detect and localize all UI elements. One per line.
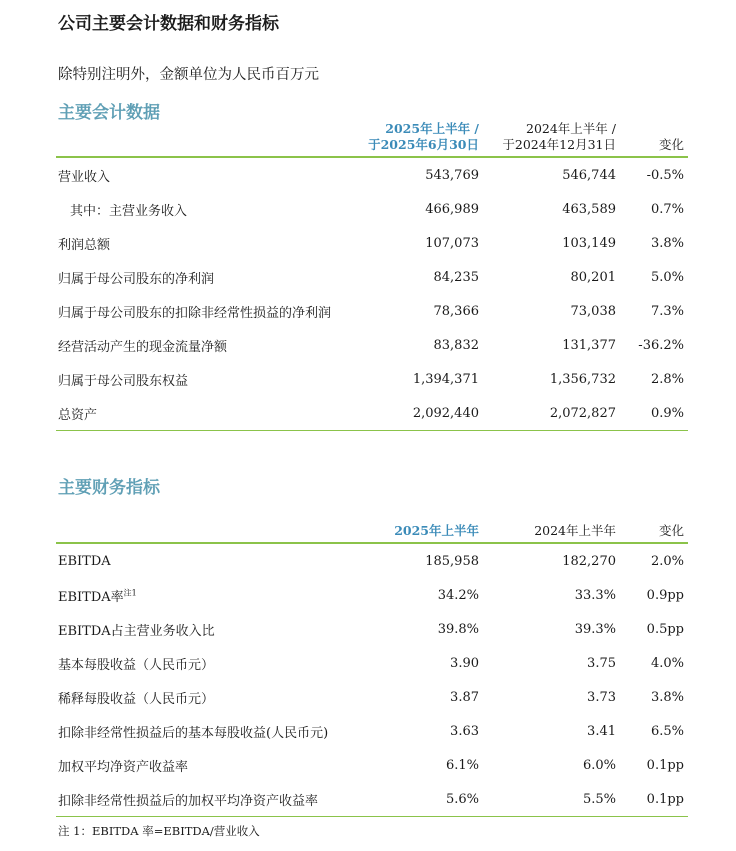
- value-2025: 466,989: [425, 201, 479, 217]
- row-label: EBITDA占主营业务收入比: [58, 623, 215, 639]
- value-2024: 1,356,732: [549, 371, 616, 387]
- page-title: 公司主要会计数据和财务指标: [58, 14, 279, 34]
- accounting-data-table: [56, 121, 688, 431]
- value-2024: 3.41: [587, 723, 616, 739]
- row-label: 营业收入: [58, 169, 111, 185]
- table-row: [56, 157, 688, 192]
- value-2025: 83,832: [433, 337, 479, 353]
- row-label: EBITDA率: [58, 589, 124, 605]
- value-2025: 34.2%: [437, 587, 479, 603]
- value-change: 3.8%: [650, 235, 684, 251]
- value-2025: 84,235: [433, 269, 479, 285]
- value-2025: 3.87: [450, 689, 479, 705]
- value-change: 3.8%: [650, 689, 684, 705]
- table-row: [56, 226, 688, 260]
- label-header: [56, 121, 361, 157]
- value-change: 5.0%: [650, 269, 684, 285]
- section-title-financial: 主要财务指标: [58, 478, 160, 498]
- table-row: [56, 578, 688, 612]
- table-row: [56, 782, 688, 817]
- row-label: 利润总额: [58, 237, 111, 253]
- value-2024: 3.73: [587, 689, 616, 705]
- unit-note: 除特别注明外，金额单位为人民币百万元: [58, 67, 319, 83]
- value-2024: 131,377: [562, 337, 616, 353]
- table-row: [56, 260, 688, 294]
- footnote: 注 1：EBITDA 率=EBITDA/营业收入: [58, 824, 260, 838]
- value-2024: 5.5%: [479, 782, 616, 817]
- table-row: [56, 714, 688, 748]
- row-label: 扣除非经常性损益后的基本每股收益(人民币元): [58, 725, 329, 741]
- header-2024-line1: 2024年上半年 /: [526, 121, 616, 136]
- header-2025: [361, 121, 479, 157]
- row-label: 归属于母公司股东的净利润: [58, 271, 215, 287]
- value-2024: 80,201: [570, 269, 616, 285]
- value-2024: 3.75: [587, 655, 616, 671]
- value-2024: 103,149: [562, 235, 616, 251]
- header-change: 变化: [616, 523, 688, 543]
- value-2024: 73,038: [570, 303, 616, 319]
- value-2025: 6.1%: [445, 757, 479, 773]
- value-2024: 182,270: [562, 553, 616, 569]
- value-2024: 546,744: [562, 167, 616, 183]
- financial-indicators-table: [56, 523, 688, 817]
- value-change: 2.0%: [650, 553, 684, 569]
- value-2025: 3.90: [450, 655, 479, 671]
- row-label: 其中：主营业务收入: [70, 203, 188, 219]
- row-label: 基本每股收益（人民币元）: [58, 657, 215, 673]
- value-change: -36.2%: [638, 337, 684, 353]
- value-2025: 2,092,440: [361, 396, 479, 431]
- value-change: 2.8%: [650, 371, 684, 387]
- row-label: 总资产: [56, 396, 361, 431]
- value-2025: 107,073: [425, 235, 479, 251]
- row-label: EBITDA: [58, 553, 111, 569]
- header-2025-line1: 2025年上半年 /: [385, 121, 479, 136]
- table-row: [56, 192, 688, 226]
- accounting-header-row: [56, 121, 688, 157]
- row-label: 归属于母公司股东权益: [58, 373, 189, 389]
- row-label: 加权平均净资产收益率: [58, 759, 189, 775]
- table-row: [56, 612, 688, 646]
- row-label: 归属于母公司股东的扣除非经常性损益的净利润: [58, 305, 332, 321]
- header-change: 变化: [616, 121, 688, 157]
- financial-header-row: [56, 523, 688, 543]
- value-2025: 78,366: [433, 303, 479, 319]
- header-2025: 2025年上半年: [361, 523, 479, 543]
- table-row: [56, 396, 688, 431]
- row-label: 经营活动产生的现金流量净额: [58, 339, 228, 355]
- table-row: [56, 294, 688, 328]
- row-label: 扣除非经常性损益后的加权平均净资产收益率: [56, 782, 361, 817]
- label-header: [56, 523, 361, 543]
- value-2025: 5.6%: [361, 782, 479, 817]
- header-2024: 2024年上半年: [479, 523, 616, 543]
- value-change: 4.0%: [650, 655, 684, 671]
- header-2025-line2: 于2025年6月30日: [368, 137, 479, 152]
- value-change: 0.5pp: [646, 621, 684, 637]
- table-row: [56, 646, 688, 680]
- row-label-cell: [56, 578, 361, 612]
- value-change: -0.5%: [646, 167, 684, 183]
- value-2025: 3.63: [450, 723, 479, 739]
- value-change: 0.1pp: [616, 782, 688, 817]
- value-2025: 39.8%: [437, 621, 479, 637]
- value-change: 7.3%: [650, 303, 684, 319]
- value-change: 0.7%: [650, 201, 684, 217]
- value-2025: 185,958: [425, 553, 479, 569]
- table-row: [56, 328, 688, 362]
- value-2024: 6.0%: [582, 757, 616, 773]
- table-row: [56, 543, 688, 578]
- table-row: [56, 748, 688, 782]
- value-change: 0.9%: [616, 396, 688, 431]
- value-2024: 39.3%: [574, 621, 616, 637]
- value-2025: 543,769: [425, 167, 479, 183]
- value-2025: 1,394,371: [412, 371, 479, 387]
- footnote-ref: 注1: [123, 588, 137, 598]
- value-2024: 463,589: [562, 201, 616, 217]
- header-2024-line2: 于2024年12月31日: [502, 137, 616, 152]
- header-2024: [479, 121, 616, 157]
- section-title-accounting: 主要会计数据: [58, 103, 160, 123]
- value-2024: 33.3%: [574, 587, 616, 603]
- table-row: [56, 362, 688, 396]
- value-change: 6.5%: [650, 723, 684, 739]
- value-change: 0.9pp: [646, 587, 684, 603]
- row-label: 稀释每股收益（人民币元）: [58, 691, 215, 707]
- table-row: [56, 680, 688, 714]
- value-change: 0.1pp: [646, 757, 684, 773]
- value-2024: 2,072,827: [479, 396, 616, 431]
